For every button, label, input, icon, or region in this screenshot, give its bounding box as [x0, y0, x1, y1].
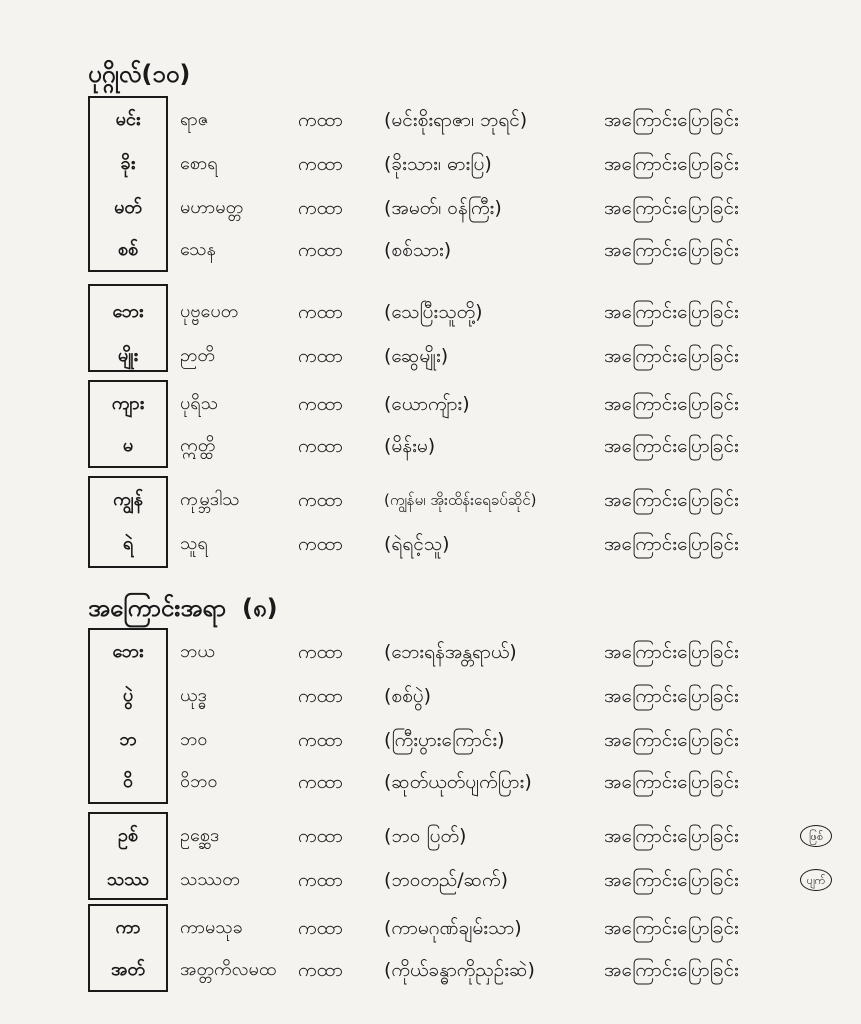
- row-description: အကြောင်းပြောခြင်း: [604, 239, 739, 261]
- row-description: အကြောင်းပြောခြင်း: [604, 869, 739, 891]
- row-katha-word: ကထာ: [298, 489, 343, 511]
- list-item: [0, 948, 861, 992]
- row-katha-word: ကထာ: [298, 393, 343, 415]
- row-meaning: (ကျွန်မ၊ အိုးထိန်းရေခပ်ဆိုင်): [384, 491, 537, 509]
- row-meaning: (ဘဝတည်/ဆက်): [384, 869, 509, 891]
- row-katha-word: ကထာ: [298, 109, 343, 131]
- row-pali-term: သူရ: [180, 533, 208, 554]
- row-meaning: (ခိုးသား၊ ဓားပြ): [384, 153, 492, 175]
- row-meaning: (စစ်ပွဲ): [384, 685, 432, 707]
- list-item: [0, 674, 861, 718]
- row-pali-term: ကာမသုခ: [180, 917, 243, 938]
- row-pali-term: စောရ: [180, 153, 218, 174]
- row-katha-word: ကထာ: [298, 345, 343, 367]
- row-meaning: (ကိုယ်ခန္ဓာကိုညှဉ်းဆဲ): [384, 959, 535, 981]
- circled-note: ဖြစ်: [800, 825, 832, 847]
- row-katha-word: ကထာ: [298, 239, 343, 261]
- row-katha-word: ကထာ: [298, 197, 343, 219]
- row-katha-word: ကထာ: [298, 533, 343, 555]
- list-item: [0, 424, 861, 468]
- row-katha-word: ကထာ: [298, 435, 343, 457]
- row-abbreviation: ရဲ: [122, 533, 134, 554]
- list-item: [0, 522, 861, 566]
- list-item: [0, 858, 861, 902]
- list-item: [0, 334, 861, 378]
- row-pali-term: ဝိဘဝ: [180, 771, 218, 792]
- row-katha-word: ကထာ: [298, 959, 343, 981]
- row-katha-word: ကထာ: [298, 153, 343, 175]
- row-katha-word: ကထာ: [298, 869, 343, 891]
- row-abbreviation: စစ်: [117, 239, 139, 260]
- row-katha-word: ကထာ: [298, 771, 343, 793]
- row-pali-term: သေန: [180, 239, 216, 260]
- section-count: (၁၀): [141, 60, 191, 88]
- row-abbreviation: ပွဲ: [122, 685, 134, 706]
- row-description: အကြောင်းပြောခြင်း: [604, 771, 739, 793]
- row-katha-word: ကထာ: [298, 641, 343, 663]
- circled-note: ပျက်: [800, 869, 832, 891]
- row-description: အကြောင်းပြောခြင်း: [604, 489, 739, 511]
- row-pali-term: ဘယ: [180, 641, 215, 662]
- row-description: အကြောင်းပြောခြင်း: [604, 641, 739, 663]
- row-pali-term: ဘဝ: [180, 729, 208, 750]
- list-item: [0, 814, 861, 858]
- row-pali-term: ပုဗ္ဗပေတ: [180, 301, 239, 322]
- row-meaning: (မင်းစိုးရာဇာ၊ ဘုရင်): [384, 109, 528, 131]
- list-item: [0, 478, 861, 522]
- row-abbreviation: ဥစ်: [117, 825, 139, 846]
- row-description: အကြောင်းပြောခြင်း: [604, 729, 739, 751]
- row-katha-word: ကထာ: [298, 301, 343, 323]
- row-pali-term: ရာဇ: [180, 109, 209, 130]
- row-katha-word: ကထာ: [298, 729, 343, 751]
- row-pali-term: ဉာတိ: [180, 345, 215, 366]
- row-description: အကြောင်းပြောခြင်း: [604, 435, 739, 457]
- row-description: အကြောင်းပြောခြင်း: [604, 153, 739, 175]
- row-pali-term: ဣတ္ထိ: [180, 435, 216, 456]
- row-abbreviation: မ: [122, 435, 134, 456]
- row-pali-term: ပုရိသ: [180, 393, 219, 414]
- row-meaning: (ယောကျ်ား): [384, 393, 470, 415]
- list-item: [0, 98, 861, 142]
- list-item: [0, 142, 861, 186]
- row-abbreviation: ကျား: [111, 393, 145, 414]
- row-description: အကြောင်းပြောခြင်း: [604, 345, 739, 367]
- row-katha-word: ကထာ: [298, 685, 343, 707]
- list-item: [0, 906, 861, 950]
- row-pali-term: မဟာမတ္တ: [180, 197, 244, 218]
- row-meaning: (စစ်သား): [384, 239, 452, 261]
- list-item: [0, 718, 861, 762]
- row-meaning: (ဆုတ်ယုတ်ပျက်ပြား): [384, 771, 532, 793]
- row-description: အကြောင်းပြောခြင်း: [604, 301, 739, 323]
- row-abbreviation: ဝိ: [122, 771, 134, 792]
- row-katha-word: ကထာ: [298, 825, 343, 847]
- list-item: [0, 630, 861, 674]
- row-katha-word: ကထာ: [298, 917, 343, 939]
- section-title: ပုဂ္ဂိုလ်: [88, 60, 142, 88]
- row-abbreviation: ဘ: [119, 729, 137, 750]
- row-abbreviation: ဘေး: [112, 641, 144, 662]
- row-abbreviation: ခိုး: [120, 153, 136, 174]
- row-meaning: (သေပြီးသူတို့): [384, 301, 483, 323]
- row-pali-term: ကုမ္ဘဒါသ: [180, 489, 240, 510]
- row-description: အကြောင်းပြောခြင်း: [604, 197, 739, 219]
- row-pali-term: ဥစ္ဆေဒ: [180, 825, 220, 846]
- row-pali-term: အတ္တကိလမထ: [180, 959, 277, 980]
- row-meaning: (ကာမဂုဏ်ချမ်းသာ): [384, 917, 522, 939]
- row-pali-term: ယုဒ္ဓ: [180, 685, 207, 706]
- section-title: အကြောင်းအရာ: [88, 594, 226, 622]
- row-abbreviation: မင်း: [115, 109, 141, 130]
- row-meaning: (ဘဝ ပြတ်): [384, 825, 467, 847]
- row-meaning: (ရဲရင့်သူ): [384, 533, 450, 555]
- row-abbreviation: သဿ: [106, 869, 150, 890]
- row-meaning: (အမတ်၊ ဝန်ကြီး): [384, 197, 502, 219]
- row-pali-term: သဿတ: [180, 869, 240, 890]
- list-item: [0, 290, 861, 334]
- section-count: (၈): [242, 594, 278, 622]
- section-heading-persons: [88, 58, 190, 94]
- row-description: အကြောင်းပြောခြင်း: [604, 685, 739, 707]
- row-description: အကြောင်းပြောခြင်း: [604, 533, 739, 555]
- row-meaning: (ဆွေမျိုး): [384, 345, 449, 367]
- row-description: အကြောင်းပြောခြင်း: [604, 825, 739, 847]
- row-abbreviation: ဘေး: [112, 301, 144, 322]
- list-item: [0, 186, 861, 230]
- row-description: အကြောင်းပြောခြင်း: [604, 959, 739, 981]
- row-meaning: (မိန်းမ): [384, 435, 436, 457]
- list-item: [0, 228, 861, 272]
- row-description: အကြောင်းပြောခြင်း: [604, 393, 739, 415]
- row-meaning: (ဘေးရန်အန္တရာယ်): [384, 641, 517, 663]
- list-item: [0, 760, 861, 804]
- row-abbreviation: ကာ: [115, 917, 141, 938]
- row-description: အကြောင်းပြောခြင်း: [604, 109, 739, 131]
- row-description: အကြောင်းပြောခြင်း: [604, 917, 739, 939]
- row-meaning: (ကြီးပွားကြောင်း): [384, 729, 505, 751]
- section-heading-topics: [88, 592, 278, 628]
- row-abbreviation: အတ်: [110, 959, 146, 980]
- list-item: [0, 382, 861, 426]
- row-abbreviation: မတ်: [114, 197, 142, 218]
- row-abbreviation: ကျွန်: [113, 489, 143, 510]
- row-abbreviation: မျိုး: [117, 345, 139, 366]
